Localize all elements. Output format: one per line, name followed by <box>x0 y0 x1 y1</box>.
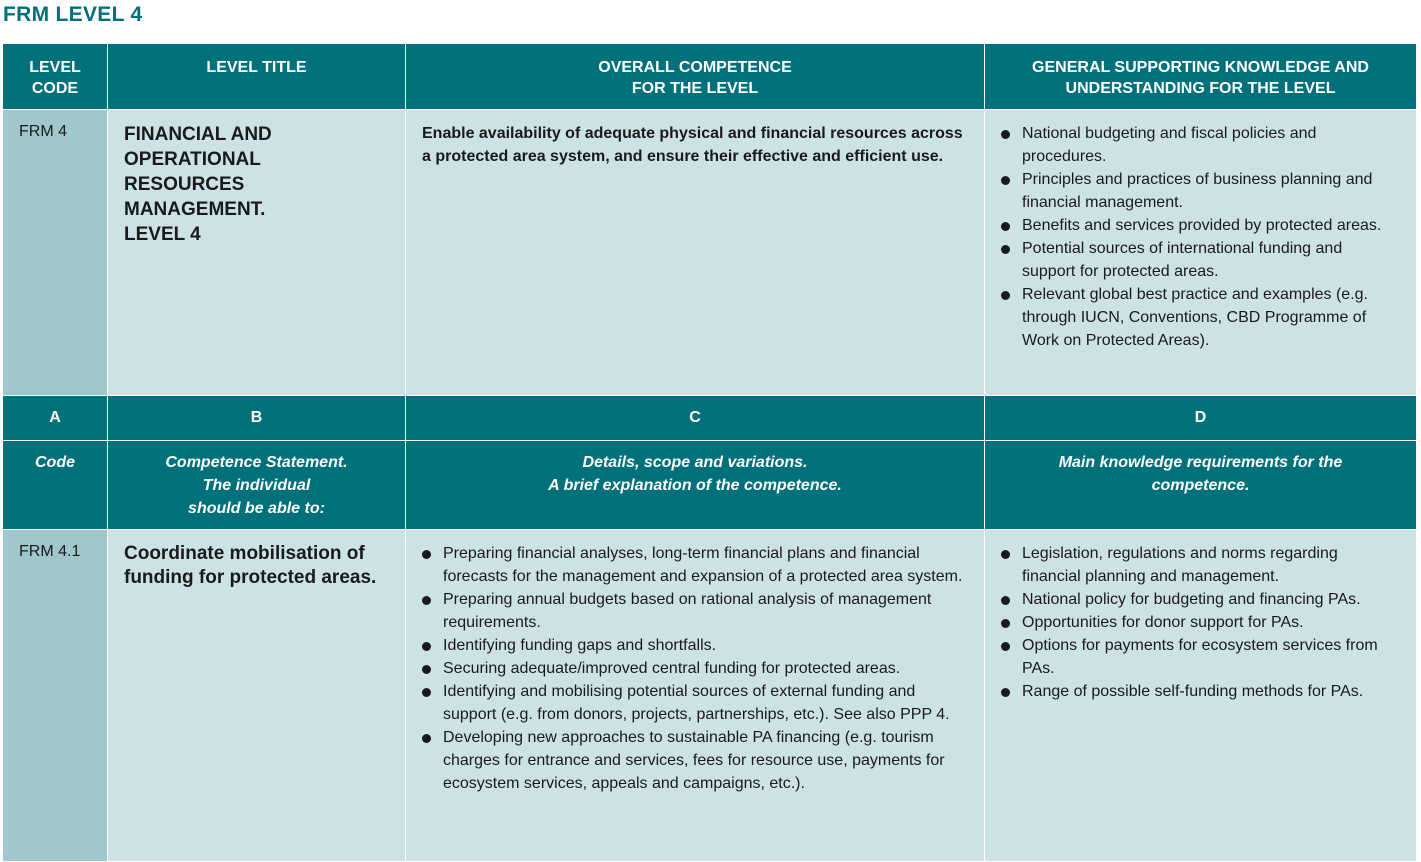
subheader-d-line1: Main knowledge requirements for the <box>1058 454 1343 471</box>
list-item: Options for payments for ecosystem services from PAs. <box>1001 634 1398 680</box>
letter-c: C <box>406 396 985 441</box>
subheader-b-line3: should be able to: <box>188 500 325 517</box>
list-item: National policy for budgeting and financing PAs. <box>1001 588 1398 611</box>
subheader-b-line1: Competence Statement. <box>165 454 348 471</box>
list-item: Securing adequate/improved central funding for protected areas. <box>422 657 966 680</box>
competence-knowledge-cell <box>985 530 1417 862</box>
list-item: Identifying and mobilising potential sources of external funding and support (e.g. from donors, projects, partnerships, etc.). See also PPP 4. <box>422 680 966 726</box>
list-item: Potential sources of international funding and support for protected areas. <box>1001 237 1398 283</box>
list-item: Principles and practices of business planning and financial management. <box>1001 168 1398 214</box>
list-item: Preparing annual budgets based on rational analysis of management requirements. <box>422 588 966 634</box>
letter-b: B <box>108 396 406 441</box>
competence-knowledge-list <box>985 530 1416 713</box>
competence-statement: Coordinate mobilisation of funding for protected areas. <box>124 543 377 588</box>
list-item: Identifying funding gaps and shortfalls. <box>422 634 966 657</box>
subheader-competence-statement <box>108 441 406 530</box>
level-title: FINANCIAL AND OPERATIONAL RESOURCES MANAGEMENT. LEVEL 4 <box>124 124 272 245</box>
subheader-c-line1: Details, scope and variations. <box>582 454 808 471</box>
list-item: Legislation, regulations and norms regarding financial planning and management. <box>1001 542 1398 588</box>
list-item: Relevant global best practice and examples (e.g. through IUCN, Conventions, CBD Programme of Work on Protected Areas). <box>1001 283 1398 352</box>
subheader-b-line2: The individual <box>202 477 311 494</box>
level-row <box>3 110 1417 396</box>
list-item: Benefits and services provided by protected areas. <box>1001 214 1398 237</box>
subheader-c-line2: A brief explanation of the competence. <box>548 477 842 494</box>
competence-code: FRM 4.1 <box>3 530 108 862</box>
list-item: Opportunities for donor support for PAs. <box>1001 611 1398 634</box>
page-title: FRM LEVEL 4 <box>3 3 143 26</box>
competence-statement-cell <box>108 530 406 862</box>
header-row <box>3 44 1417 110</box>
letter-a: A <box>3 396 108 441</box>
subheader-details <box>406 441 985 530</box>
subheader-knowledge <box>985 441 1417 530</box>
header-general-knowledge-line2: UNDERSTANDING FOR THE LEVEL <box>1065 80 1336 97</box>
header-general-knowledge-line1: GENERAL SUPPORTING KNOWLEDGE AND <box>1032 59 1369 76</box>
subheader-row <box>3 441 1417 530</box>
level-competence-cell <box>406 110 985 396</box>
level-competence: Enable availability of adequate physical and financial resources across a protected area system, and ensure their effective and efficient use. <box>422 125 963 165</box>
header-level-code-label: LEVEL CODE <box>29 59 81 97</box>
header-overall-competence-line2: FOR THE LEVEL <box>631 80 759 97</box>
list-item: Developing new approaches to sustainable PA financing (e.g. tourism charges for entrance and services, fees for resource use, payments for ecosystem services, appeals and campaigns, etc.). <box>422 726 966 795</box>
competence-table <box>2 43 1417 862</box>
competence-details-cell <box>406 530 985 862</box>
competence-details-list <box>406 530 984 805</box>
header-general-knowledge <box>985 44 1417 110</box>
level-title-cell <box>108 110 406 396</box>
competence-row <box>3 530 1417 862</box>
list-item: Preparing financial analyses, long-term financial plans and financial forecasts for the management and expansion of a protected area system. <box>422 542 966 588</box>
list-item: Range of possible self-funding methods for PAs. <box>1001 680 1398 703</box>
header-overall-competence <box>406 44 985 110</box>
level-knowledge-cell <box>985 110 1417 396</box>
header-level-title: LEVEL TITLE <box>108 44 406 110</box>
letters-row <box>3 396 1417 441</box>
header-level-code <box>3 44 108 110</box>
list-item: National budgeting and fiscal policies and procedures. <box>1001 122 1398 168</box>
letter-d: D <box>985 396 1417 441</box>
subheader-d-line2: competence. <box>1151 477 1250 494</box>
level-code: FRM 4 <box>3 110 108 396</box>
subheader-code: Code <box>3 441 108 530</box>
level-knowledge-list <box>985 110 1416 362</box>
header-overall-competence-line1: OVERALL COMPETENCE <box>598 59 792 76</box>
